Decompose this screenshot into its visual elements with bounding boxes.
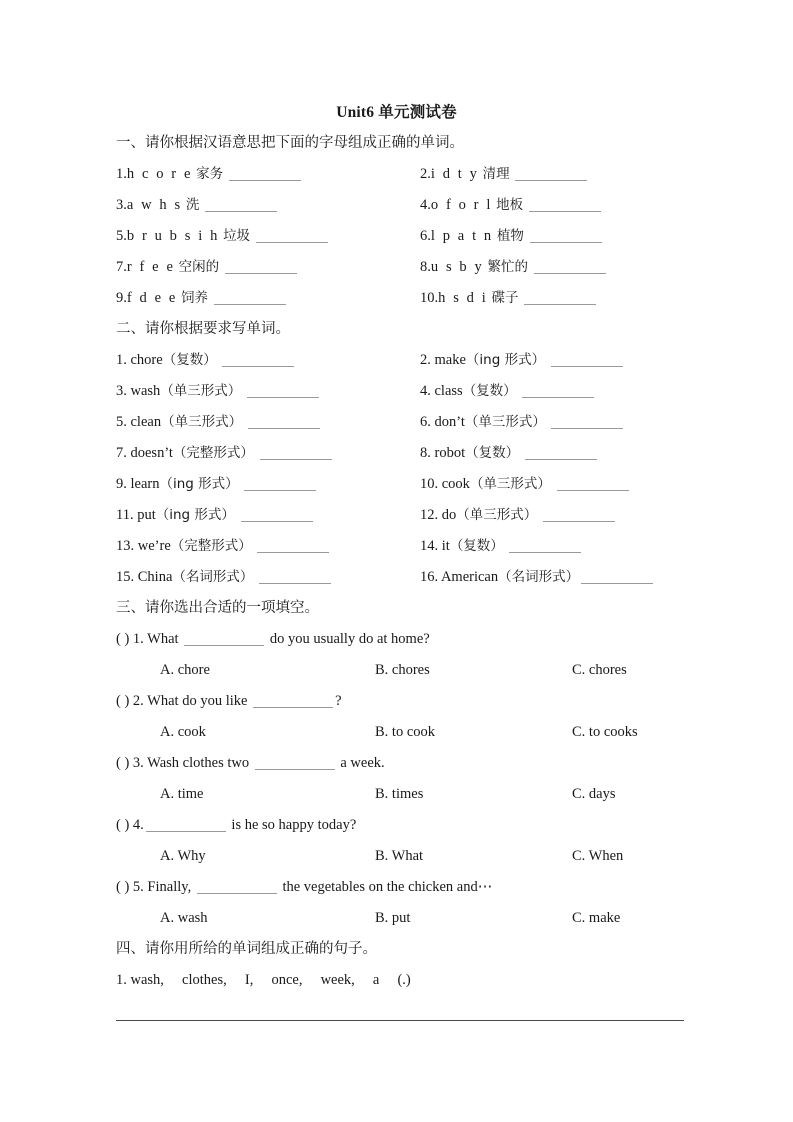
word-form-row bbox=[116, 500, 684, 531]
answer-blank[interactable] bbox=[241, 521, 313, 522]
item-number: 8. bbox=[420, 259, 431, 275]
base-word: class bbox=[434, 383, 463, 399]
stem-before: What bbox=[147, 631, 179, 647]
item-meaning: 垃圾 bbox=[223, 228, 251, 244]
item-number: 11. bbox=[116, 507, 134, 523]
option-a[interactable]: A. time bbox=[160, 786, 204, 802]
form-label: （复数） bbox=[449, 538, 504, 554]
item-number: 9. bbox=[116, 290, 127, 306]
option-b[interactable]: B. to cook bbox=[375, 724, 436, 740]
answer-bracket[interactable]: ( ) bbox=[116, 879, 130, 895]
answer-blank[interactable] bbox=[509, 552, 581, 553]
answer-blank[interactable] bbox=[534, 273, 606, 274]
form-label: （复数） bbox=[162, 352, 217, 368]
word-form-item bbox=[420, 562, 655, 593]
base-word: make bbox=[434, 352, 466, 368]
form-label: （复数） bbox=[465, 445, 520, 461]
word-item bbox=[420, 221, 604, 252]
item-number: 5. bbox=[116, 228, 127, 244]
item-number: 7. bbox=[116, 445, 127, 461]
option-row bbox=[116, 717, 684, 748]
option-c[interactable]: C. to cooks bbox=[572, 724, 638, 740]
word-item bbox=[420, 159, 589, 190]
word-form-item bbox=[420, 531, 583, 562]
scrambled-letters: h s d i bbox=[438, 290, 488, 306]
choice-question bbox=[116, 624, 684, 655]
item-meaning: 饲养 bbox=[181, 290, 209, 306]
base-word: robot bbox=[434, 445, 466, 461]
answer-bracket[interactable]: ( ) bbox=[116, 631, 130, 647]
word-form-item bbox=[420, 438, 599, 469]
item-number: 1. bbox=[116, 352, 127, 368]
item-number: 10. bbox=[420, 290, 439, 306]
item-number: 2. bbox=[420, 352, 431, 368]
fill-row bbox=[116, 159, 684, 190]
item-meaning: 空闲的 bbox=[178, 259, 220, 275]
form-label: （单三形式） bbox=[456, 507, 538, 523]
choice-question bbox=[116, 748, 684, 779]
option-row bbox=[116, 779, 684, 810]
item-number: 1. bbox=[132, 631, 144, 647]
word-form-item bbox=[116, 438, 334, 469]
answer-blank[interactable] bbox=[524, 304, 596, 305]
answer-blank[interactable] bbox=[225, 273, 297, 274]
answer-blank[interactable] bbox=[257, 552, 329, 553]
answer-blank[interactable] bbox=[581, 583, 653, 584]
option-c[interactable]: C. chores bbox=[572, 662, 627, 678]
word-form-item bbox=[116, 562, 333, 593]
scrambled-letters: h c o r e bbox=[126, 166, 193, 182]
form-label: （复数） bbox=[462, 383, 517, 399]
word-form-row bbox=[116, 407, 684, 438]
word-item bbox=[420, 252, 608, 283]
scrambled-words: wash, clothes, I, once, week, a (.) bbox=[130, 972, 411, 988]
fill-row bbox=[116, 252, 684, 283]
answer-blank[interactable] bbox=[197, 893, 277, 894]
scrambled-letters: l p a t n bbox=[430, 228, 494, 244]
word-item bbox=[116, 159, 303, 190]
answer-blank[interactable] bbox=[551, 366, 623, 367]
form-label: （单三形式） bbox=[469, 476, 551, 492]
form-label: （单三形式） bbox=[464, 414, 546, 430]
answer-blank[interactable] bbox=[525, 459, 597, 460]
word-item bbox=[116, 283, 288, 314]
scrambled-letters: r f e e bbox=[126, 259, 175, 275]
base-word: wash bbox=[130, 383, 161, 399]
base-word: clean bbox=[130, 414, 162, 430]
scrambled-letters: i d t y bbox=[430, 166, 480, 182]
answer-blank[interactable] bbox=[253, 707, 333, 708]
option-b[interactable]: B. What bbox=[375, 848, 424, 864]
item-number: 2. bbox=[132, 693, 144, 709]
answer-blank[interactable] bbox=[543, 521, 615, 522]
word-item bbox=[116, 190, 279, 221]
item-number: 1. bbox=[116, 166, 127, 182]
option-b[interactable]: B. times bbox=[375, 786, 424, 802]
answer-blank[interactable] bbox=[184, 645, 264, 646]
choice-question bbox=[116, 810, 684, 841]
word-form-row bbox=[116, 438, 684, 469]
form-label: （ing 形式） bbox=[465, 352, 546, 368]
item-number: 15. bbox=[116, 569, 135, 585]
base-word: learn bbox=[130, 476, 160, 492]
item-number: 9. bbox=[116, 476, 127, 492]
item-meaning: 清理 bbox=[482, 166, 510, 182]
option-c[interactable]: C. days bbox=[572, 786, 616, 802]
word-form-item bbox=[420, 376, 596, 407]
answer-blank[interactable] bbox=[529, 211, 601, 212]
word-form-item bbox=[420, 500, 617, 531]
word-form-item bbox=[116, 376, 321, 407]
answer-blank[interactable] bbox=[146, 831, 226, 832]
item-meaning: 碟子 bbox=[491, 290, 519, 306]
fill-row bbox=[116, 283, 684, 314]
worksheet-body bbox=[116, 128, 684, 1021]
section-heading-4: 四、请你用所给的单词组成正确的句子。 bbox=[116, 941, 377, 957]
item-number: 1. bbox=[116, 972, 127, 988]
item-number: 12. bbox=[420, 507, 439, 523]
item-meaning: 洗 bbox=[185, 197, 200, 213]
item-meaning: 地板 bbox=[496, 197, 524, 213]
word-item bbox=[420, 190, 603, 221]
base-word: we’re bbox=[137, 538, 171, 554]
base-word: it bbox=[441, 538, 450, 554]
form-label: （ing 形式） bbox=[155, 507, 235, 523]
section-heading-1: 一、请你根据汉语意思把下面的字母组成正确的单词。 bbox=[116, 135, 464, 151]
item-number: 13. bbox=[116, 538, 135, 554]
option-b[interactable]: B. chores bbox=[375, 662, 430, 678]
item-number: 3. bbox=[116, 383, 127, 399]
answer-blank[interactable] bbox=[205, 211, 277, 212]
base-word: do bbox=[441, 507, 457, 523]
answer-blank[interactable] bbox=[229, 180, 301, 181]
word-form-item bbox=[420, 345, 625, 376]
answer-blank[interactable] bbox=[214, 304, 286, 305]
item-number: 5. bbox=[132, 879, 144, 895]
page-title: Unit6 单元测试卷 bbox=[336, 104, 457, 121]
base-word: cook bbox=[441, 476, 470, 492]
answer-blank[interactable] bbox=[515, 180, 587, 181]
item-number: 6. bbox=[420, 228, 431, 244]
stem-after: the vegetables on the chicken and⋯ bbox=[282, 879, 493, 895]
item-number: 3. bbox=[116, 197, 127, 213]
item-meaning: 家务 bbox=[196, 166, 224, 182]
option-c[interactable]: C. When bbox=[572, 848, 624, 864]
option-row bbox=[116, 655, 684, 686]
item-number: 4. bbox=[132, 817, 144, 833]
answer-blank[interactable] bbox=[222, 366, 294, 367]
word-form-item bbox=[116, 407, 322, 438]
scrambled-letters: a w h s bbox=[126, 197, 183, 213]
form-label: （名词形式） bbox=[172, 569, 254, 585]
answer-blank[interactable] bbox=[244, 490, 316, 491]
answer-blank[interactable] bbox=[247, 397, 319, 398]
form-label: （单三形式） bbox=[160, 383, 242, 399]
option-a[interactable]: A. wash bbox=[160, 910, 208, 926]
item-number: 5. bbox=[116, 414, 127, 430]
item-number: 10. bbox=[420, 476, 439, 492]
stem-after: a week. bbox=[340, 755, 385, 771]
form-label: （ing 形式） bbox=[159, 476, 239, 492]
scrambled-letters: o f o r l bbox=[430, 197, 493, 213]
answer-blank[interactable] bbox=[530, 242, 602, 243]
word-form-row bbox=[116, 376, 684, 407]
word-form-item bbox=[116, 500, 315, 531]
item-number: 16. bbox=[420, 569, 439, 585]
word-item bbox=[116, 221, 330, 252]
stem-after: ? bbox=[335, 693, 342, 709]
form-label: （完整形式） bbox=[170, 538, 252, 554]
stem-after: do you usually do at home? bbox=[269, 631, 430, 647]
scrambled-letters: b r u b s i h bbox=[126, 228, 220, 244]
word-form-item bbox=[116, 531, 331, 562]
fill-row bbox=[116, 190, 684, 221]
form-label: （单三形式） bbox=[161, 414, 243, 430]
section-heading-2: 二、请你根据要求写单词。 bbox=[116, 321, 290, 337]
base-word: doesn’t bbox=[130, 445, 173, 461]
form-label: （完整形式） bbox=[172, 445, 254, 461]
item-number: 6. bbox=[420, 414, 431, 430]
option-a[interactable]: A. chore bbox=[160, 662, 210, 678]
scrambled-letters: u s b y bbox=[430, 259, 484, 275]
word-form-item bbox=[116, 345, 296, 376]
item-number: 8. bbox=[420, 445, 431, 461]
item-number: 3. bbox=[132, 755, 144, 771]
answer-blank[interactable] bbox=[557, 490, 629, 491]
scrambled-letters: f d e e bbox=[126, 290, 178, 306]
answer-blank[interactable] bbox=[255, 769, 335, 770]
option-b[interactable]: B. put bbox=[375, 910, 411, 926]
base-word: China bbox=[137, 569, 173, 585]
option-a[interactable]: A. cook bbox=[160, 724, 206, 740]
form-label: （名词形式） bbox=[498, 569, 580, 585]
item-meaning: 植物 bbox=[496, 228, 524, 244]
answer-bracket[interactable]: ( ) bbox=[116, 693, 130, 709]
item-number: 7. bbox=[116, 259, 127, 275]
word-item bbox=[116, 252, 299, 283]
item-number: 4. bbox=[420, 197, 431, 213]
choice-question bbox=[116, 872, 684, 903]
answer-blank[interactable] bbox=[256, 242, 328, 243]
base-word: chore bbox=[130, 352, 163, 368]
option-c[interactable]: C. make bbox=[572, 910, 621, 926]
word-form-row bbox=[116, 562, 684, 593]
stem-after: is he so happy today? bbox=[231, 817, 357, 833]
option-row bbox=[116, 841, 684, 872]
answer-bracket[interactable]: ( ) bbox=[116, 817, 130, 833]
word-item bbox=[420, 283, 598, 314]
word-form-row bbox=[116, 345, 684, 376]
sentence-building-item bbox=[116, 965, 684, 996]
word-form-item bbox=[420, 407, 625, 438]
answer-blank[interactable] bbox=[260, 459, 332, 460]
item-number: 4. bbox=[420, 383, 431, 399]
base-word: American bbox=[440, 569, 499, 585]
sentence-answer-line[interactable] bbox=[116, 1020, 684, 1021]
stem-before: What do you like bbox=[147, 693, 248, 709]
answer-blank[interactable] bbox=[248, 428, 320, 429]
base-word: put bbox=[137, 507, 156, 523]
answer-blank[interactable] bbox=[551, 428, 623, 429]
answer-bracket[interactable]: ( ) bbox=[116, 755, 130, 771]
base-word: don’t bbox=[434, 414, 465, 430]
item-meaning: 繁忙的 bbox=[487, 259, 528, 275]
choice-question bbox=[116, 686, 684, 717]
item-number: 14. bbox=[420, 538, 439, 554]
section-heading-3: 三、请你选出合适的一项填空。 bbox=[116, 600, 319, 616]
stem-before: Wash clothes two bbox=[147, 755, 250, 771]
answer-blank[interactable] bbox=[522, 397, 594, 398]
fill-row bbox=[116, 221, 684, 252]
option-row bbox=[116, 903, 684, 934]
answer-blank[interactable] bbox=[259, 583, 331, 584]
word-form-row bbox=[116, 469, 684, 500]
option-a[interactable]: A. Why bbox=[160, 848, 206, 864]
word-form-item bbox=[420, 469, 631, 500]
stem-before: Finally, bbox=[147, 879, 192, 895]
word-form-item bbox=[116, 469, 318, 500]
word-form-row bbox=[116, 531, 684, 562]
item-number: 2. bbox=[420, 166, 431, 182]
